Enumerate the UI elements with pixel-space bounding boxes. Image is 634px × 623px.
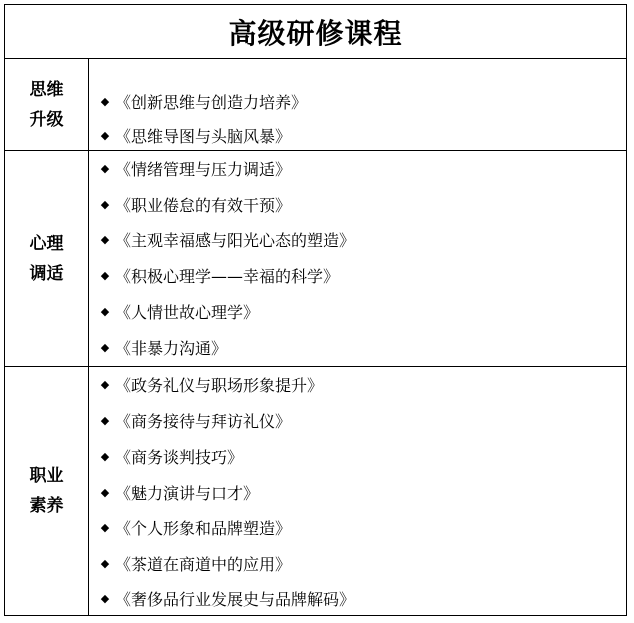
diamond-bullet-icon: ◆ — [100, 413, 110, 427]
course-title: 《商务谈判技巧》 — [115, 447, 244, 467]
course-table — [4, 4, 627, 616]
course-list — [89, 151, 626, 366]
diamond-bullet-icon: ◆ — [100, 340, 110, 354]
course-item — [99, 408, 291, 432]
course-title: 《思维导图与头脑风暴》 — [115, 126, 292, 146]
course-title: 《个人形象和品牌塑造》 — [115, 518, 292, 538]
course-list — [89, 367, 626, 615]
category-cell — [5, 367, 89, 615]
course-item — [99, 586, 355, 610]
course-item — [99, 263, 339, 287]
category-label: 心理调适 — [29, 233, 64, 284]
diamond-bullet-icon: ◆ — [100, 556, 110, 570]
diamond-bullet-icon: ◆ — [100, 128, 110, 142]
course-list — [89, 59, 626, 150]
diamond-bullet-icon: ◆ — [100, 161, 110, 175]
category-label: 思维升级 — [29, 79, 64, 130]
course-title: 《魅力演讲与口才》 — [115, 483, 260, 503]
course-item — [99, 192, 291, 216]
section-thinking — [5, 59, 626, 151]
course-title: 《创新思维与创造力培养》 — [115, 92, 308, 112]
course-item — [99, 372, 323, 396]
section-professional — [5, 367, 626, 615]
course-title: 《情绪管理与压力调适》 — [115, 159, 292, 179]
course-title: 《商务接待与拜访礼仪》 — [115, 411, 292, 431]
category-cell — [5, 151, 89, 366]
diamond-bullet-icon: ◆ — [100, 268, 110, 282]
title-row — [5, 5, 626, 59]
course-item — [99, 299, 259, 323]
table-title: 高级研修课程 — [228, 16, 403, 50]
course-title: 《奢侈品行业发展史与品牌解码》 — [115, 589, 356, 609]
diamond-bullet-icon: ◆ — [100, 377, 110, 391]
diamond-bullet-icon: ◆ — [100, 197, 110, 211]
section-psychology — [5, 151, 626, 367]
diamond-bullet-icon: ◆ — [100, 232, 110, 246]
category-cell — [5, 59, 89, 150]
course-title: 《非暴力沟通》 — [115, 338, 228, 358]
course-item — [99, 515, 291, 539]
course-item — [99, 227, 355, 251]
diamond-bullet-icon: ◆ — [100, 94, 110, 108]
course-item — [99, 444, 243, 468]
course-title: 《主观幸福感与阳光心态的塑造》 — [115, 230, 356, 250]
diamond-bullet-icon: ◆ — [100, 485, 110, 499]
course-title: 《人情世故心理学》 — [115, 302, 260, 322]
course-title: 《职业倦怠的有效干预》 — [115, 195, 292, 215]
course-title: 《积极心理学——幸福的科学》 — [115, 266, 340, 286]
course-item — [99, 123, 291, 147]
course-item — [99, 480, 259, 504]
course-title: 《政务礼仪与职场形象提升》 — [115, 375, 324, 395]
course-item — [99, 156, 291, 180]
course-item — [99, 89, 307, 113]
course-item — [99, 551, 291, 575]
course-item — [99, 335, 227, 359]
diamond-bullet-icon: ◆ — [100, 304, 110, 318]
course-title: 《茶道在商道中的应用》 — [115, 554, 292, 574]
diamond-bullet-icon: ◆ — [100, 449, 110, 463]
category-label: 职业素养 — [29, 466, 64, 516]
diamond-bullet-icon: ◆ — [100, 520, 110, 534]
diamond-bullet-icon: ◆ — [100, 591, 110, 605]
